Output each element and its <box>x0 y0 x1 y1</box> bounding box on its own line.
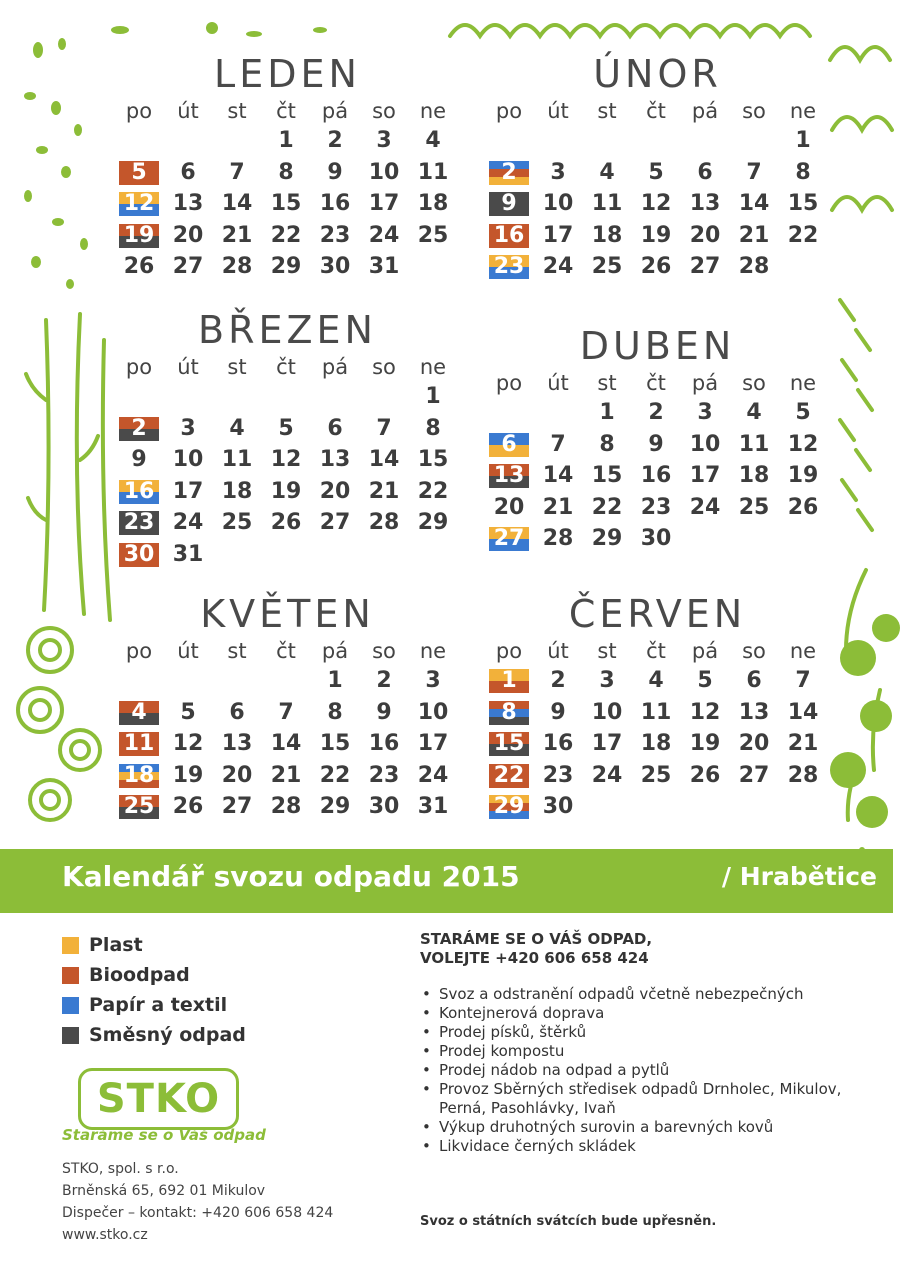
calendar-day: 30 <box>123 541 155 567</box>
calendar-day: 28 <box>542 526 574 551</box>
calendar-day: 17 <box>172 478 204 504</box>
calendar-day: 16 <box>640 463 672 488</box>
weekday-header: pá <box>321 355 349 379</box>
weekday-header: st <box>597 371 617 395</box>
calendar-day: 27 <box>689 254 721 279</box>
calendar-day: 23 <box>123 510 155 535</box>
calendar-day: 5 <box>180 699 196 725</box>
calendar-day: 18 <box>591 222 623 248</box>
legend-item-smesny <box>62 1020 246 1050</box>
weekday-header: so <box>372 99 396 123</box>
calendar-day: 23 <box>368 762 400 788</box>
weekday-header: so <box>372 355 396 379</box>
logo-slogan: Staráme se o Váš odpad <box>62 1126 266 1144</box>
calendar-day: 14 <box>368 447 400 472</box>
calendar-day: 21 <box>270 762 302 788</box>
calendar-day: 20 <box>319 478 351 504</box>
legend-label: Papír a textil <box>89 994 228 1016</box>
calendar-day: 17 <box>689 463 721 488</box>
weekday-header: po <box>495 639 523 663</box>
calendar-day: 13 <box>319 447 351 472</box>
month-name: BŘEZEN <box>198 308 377 352</box>
calendar-day: 31 <box>368 254 400 279</box>
weekday-header: út <box>177 99 199 123</box>
weekday-header: ne <box>419 639 447 663</box>
swatch-plast <box>62 937 79 954</box>
calendar-day: 19 <box>689 731 721 756</box>
swatch-smesny <box>62 1027 79 1044</box>
weekday-header: út <box>177 355 199 379</box>
weekday-header: ne <box>789 639 817 663</box>
calendar-day: 17 <box>368 191 400 216</box>
calendar-day: 1 <box>501 668 517 693</box>
calendar-day: 1 <box>278 128 294 153</box>
calendar-day: 15 <box>417 447 449 472</box>
weekday-header: čt <box>646 99 666 123</box>
weekday-header: pá <box>691 99 719 123</box>
calendar-day: 21 <box>738 222 770 248</box>
contact-line: VOLEJTE +420 606 658 424 <box>420 949 649 967</box>
calendar-day: 3 <box>180 415 196 441</box>
calendar-day: 10 <box>368 159 400 185</box>
calendar-day: 9 <box>131 447 147 472</box>
calendar-day: 25 <box>123 794 155 819</box>
calendar-day: 13 <box>689 191 721 216</box>
calendar-day: 7 <box>278 699 294 725</box>
calendar-day: 6 <box>697 159 713 185</box>
calendar-day: 13 <box>493 463 525 488</box>
calendar-day: 19 <box>123 222 155 248</box>
calendar-day: 5 <box>697 668 713 693</box>
calendar-day: 11 <box>738 431 770 457</box>
calendar-day: 6 <box>327 415 343 441</box>
calendar-day: 22 <box>493 762 525 788</box>
calendar-day: 19 <box>172 762 204 788</box>
weekday-header: čt <box>276 355 296 379</box>
weekday-header: út <box>547 99 569 123</box>
calendar-day: 2 <box>648 400 664 425</box>
calendar-day: 20 <box>689 222 721 248</box>
calendar-day: 22 <box>319 762 351 788</box>
weekday-header: čt <box>646 639 666 663</box>
calendar-day: 8 <box>599 431 615 457</box>
calendar-day: 30 <box>368 794 400 819</box>
calendar-day: 15 <box>787 191 819 216</box>
stko-logo <box>78 1068 239 1130</box>
calendar-title: Kalendář svozu odpadu 2015 <box>62 860 520 893</box>
calendar-day: 25 <box>738 494 770 520</box>
title-band <box>0 849 893 913</box>
calendar-day: 13 <box>221 731 253 756</box>
calendar-day: 21 <box>368 478 400 504</box>
calendar-day: 5 <box>795 400 811 425</box>
calendar-day: 12 <box>689 699 721 725</box>
calendar-day: 8 <box>327 699 343 725</box>
weekday-header: pá <box>321 99 349 123</box>
calendar-day: 23 <box>493 254 525 279</box>
calendar-day: 15 <box>493 731 525 756</box>
calendar-day: 10 <box>591 699 623 725</box>
month-name: ČERVEN <box>568 592 747 636</box>
calendar-day: 1 <box>599 400 615 425</box>
calendar-day: 16 <box>319 191 351 216</box>
contact-heading <box>420 930 652 968</box>
company-info <box>62 1158 333 1246</box>
weekday-header: po <box>495 371 523 395</box>
legend-item-bioodpad <box>62 960 246 990</box>
weekday-header: so <box>742 639 766 663</box>
calendar-day: 10 <box>417 699 449 725</box>
calendar-day: 15 <box>270 191 302 216</box>
legend-label: Směsný odpad <box>89 1024 246 1046</box>
calendar-day: 22 <box>417 478 449 504</box>
weekday-header: út <box>177 639 199 663</box>
calendar-day: 22 <box>270 222 302 248</box>
calendar-day: 6 <box>746 668 762 693</box>
calendar-day: 2 <box>376 668 392 693</box>
services-list <box>420 985 870 1156</box>
calendar-day: 4 <box>648 668 664 693</box>
calendar-day: 26 <box>270 510 302 535</box>
calendar-day: 12 <box>123 191 155 216</box>
calendar-day: 5 <box>278 415 294 441</box>
legend <box>62 930 246 1050</box>
calendar-day: 21 <box>787 731 819 756</box>
weekday-header: po <box>125 355 153 379</box>
calendar-day: 5 <box>648 159 664 185</box>
weekday-header: so <box>742 99 766 123</box>
calendar-day: 27 <box>172 254 204 279</box>
calendar-day: 4 <box>131 699 147 725</box>
weekday-header: po <box>125 639 153 663</box>
calendar-day: 12 <box>270 447 302 472</box>
calendar-day: 19 <box>640 222 672 248</box>
service-item: • Prodej nádob na odpad a pytlů <box>420 1061 870 1080</box>
service-item: • Kontejnerová doprava <box>420 1004 870 1023</box>
calendar-day: 11 <box>591 191 623 216</box>
weekday-header: čt <box>276 99 296 123</box>
calendar-day: 21 <box>221 222 253 248</box>
calendar-day: 24 <box>368 222 400 248</box>
calendar-day: 18 <box>417 191 449 216</box>
calendar-day: 14 <box>542 463 574 488</box>
calendar-day: 18 <box>640 731 672 756</box>
calendar-day: 14 <box>738 191 770 216</box>
service-item: • Prodej písků, štěrků <box>420 1023 870 1042</box>
calendar-day: 4 <box>746 400 762 425</box>
calendar-day: 3 <box>550 159 566 185</box>
calendar-day: 3 <box>697 400 713 425</box>
calendar-day: 11 <box>221 447 253 472</box>
month-name: ÚNOR <box>593 52 722 96</box>
weekday-header: čt <box>646 371 666 395</box>
service-item: • Svoz a odstranění odpadů včetně nebezpečných <box>420 985 870 1004</box>
calendar-day: 28 <box>270 794 302 819</box>
calendar-day: 27 <box>493 526 525 551</box>
month-leden <box>116 52 459 315</box>
calendar-day: 24 <box>172 510 204 535</box>
company-name: STKO, spol. s r.o. <box>62 1161 179 1177</box>
calendar-day: 14 <box>787 699 819 725</box>
calendar-day: 1 <box>425 384 441 409</box>
calendar-day: 16 <box>368 731 400 756</box>
month-květen <box>116 592 459 855</box>
calendar-day: 6 <box>501 431 517 457</box>
calendar-day: 24 <box>591 762 623 788</box>
calendar-day: 8 <box>795 159 811 185</box>
service-item: • Prodej kompostu <box>420 1042 870 1061</box>
calendar-day: 30 <box>542 794 574 819</box>
weekday-header: ne <box>789 371 817 395</box>
calendar-day: 29 <box>493 794 525 819</box>
calendar-day: 9 <box>501 191 517 216</box>
calendar-day: 16 <box>123 478 155 504</box>
weekday-header: po <box>125 99 153 123</box>
calendar-day: 13 <box>738 699 770 725</box>
calendar-day: 18 <box>221 478 253 504</box>
calendar-day: 19 <box>787 463 819 488</box>
legend-item-papir <box>62 990 246 1020</box>
weekday-header: st <box>597 639 617 663</box>
calendar-day: 1 <box>327 668 343 693</box>
weekday-header: pá <box>691 371 719 395</box>
weekday-header: út <box>547 371 569 395</box>
month-červen <box>486 592 829 855</box>
month-duben <box>486 324 829 587</box>
calendar-day: 8 <box>425 415 441 441</box>
calendar-day: 24 <box>689 494 721 520</box>
weekday-header: st <box>227 639 247 663</box>
calendar-day: 11 <box>640 699 672 725</box>
legend-item-plast <box>62 930 246 960</box>
calendar-day: 26 <box>689 762 721 788</box>
service-item: • Provoz Sběrných středisek odpadů Drnholec, Mikulov, Perná, Pasohlávky, Ivaň <box>420 1080 870 1118</box>
calendar-day: 28 <box>221 254 253 279</box>
calendar-day: 21 <box>542 494 574 520</box>
calendar-day: 15 <box>319 731 351 756</box>
month-březen <box>116 308 459 571</box>
calendar-day: 17 <box>542 222 574 248</box>
calendar-day: 23 <box>542 762 574 788</box>
calendar-day: 22 <box>787 222 819 248</box>
calendar-day: 10 <box>172 447 204 472</box>
contact-line: STARÁME SE O VÁŠ ODPAD, <box>420 930 653 948</box>
calendar-day: 2 <box>131 415 147 441</box>
calendar-day: 2 <box>501 159 517 185</box>
weekday-header: po <box>495 99 523 123</box>
calendar-day: 8 <box>278 159 294 185</box>
calendar-day: 14 <box>221 191 253 216</box>
weekday-header: st <box>227 99 247 123</box>
calendar-day: 4 <box>229 415 245 441</box>
calendar-day: 29 <box>591 526 623 551</box>
swatch-bioodpad <box>62 967 79 984</box>
calendar-day: 26 <box>640 254 672 279</box>
calendar-day: 6 <box>180 159 196 185</box>
weekday-header: ne <box>789 99 817 123</box>
calendar-day: 28 <box>368 510 400 535</box>
logo-text: STKO <box>96 1076 221 1122</box>
calendar-day: 8 <box>501 699 517 725</box>
calendar-day: 20 <box>493 494 525 520</box>
calendar-day: 2 <box>550 668 566 693</box>
legend-label: Plast <box>89 934 143 956</box>
calendar-day: 7 <box>795 668 811 693</box>
calendar-day: 30 <box>640 526 672 551</box>
calendar-day: 9 <box>648 431 664 457</box>
company-address: Brněnská 65, 692 01 Mikulov <box>62 1183 266 1199</box>
calendar-day: 12 <box>640 191 672 216</box>
weekday-header: so <box>742 371 766 395</box>
calendar-day: 11 <box>417 159 449 185</box>
calendar-day: 10 <box>689 431 721 457</box>
weekday-header: ne <box>419 99 447 123</box>
calendar-day: 7 <box>376 415 392 441</box>
calendar-day: 29 <box>270 254 302 279</box>
calendar-day: 9 <box>550 699 566 725</box>
calendar-day: 30 <box>319 254 351 279</box>
weekday-header: út <box>547 639 569 663</box>
calendar-day: 9 <box>327 159 343 185</box>
calendar-day: 16 <box>542 731 574 756</box>
calendar-day: 29 <box>417 510 449 535</box>
month-name: LEDEN <box>214 52 361 96</box>
calendar-day: 22 <box>591 494 623 520</box>
swatch-papir <box>62 997 79 1014</box>
calendar-day: 17 <box>591 731 623 756</box>
calendar-day: 7 <box>550 431 566 457</box>
calendar-day: 25 <box>591 254 623 279</box>
calendar-day: 10 <box>542 191 574 216</box>
service-item: • Likvidace černých skládek <box>420 1137 870 1156</box>
calendar-day: 25 <box>221 510 253 535</box>
calendar-day: 5 <box>131 159 147 185</box>
calendar-day: 26 <box>172 794 204 819</box>
calendar-day: 18 <box>738 463 770 488</box>
calendar-day: 17 <box>417 731 449 756</box>
month-name: DUBEN <box>579 324 736 368</box>
calendar-day: 7 <box>746 159 762 185</box>
calendar-day: 3 <box>425 668 441 693</box>
calendar-day: 20 <box>172 222 204 248</box>
legend-label: Bioodpad <box>89 964 190 986</box>
town-name: / Hrabětice <box>721 862 877 891</box>
calendar-day: 20 <box>738 731 770 756</box>
weekday-header: pá <box>691 639 719 663</box>
calendar-day: 6 <box>229 699 245 725</box>
weekday-header: st <box>597 99 617 123</box>
calendar-day: 25 <box>640 762 672 788</box>
weekday-header: ne <box>419 355 447 379</box>
calendar-day: 31 <box>417 794 449 819</box>
calendar-day: 7 <box>229 159 245 185</box>
holiday-note: Svoz o státních svátcích bude upřesněn. <box>420 1214 717 1229</box>
service-item: • Výkup druhotných surovin a barevných kovů <box>420 1118 870 1137</box>
calendar-day: 27 <box>319 510 351 535</box>
calendar-day: 19 <box>270 478 302 504</box>
calendar-day: 4 <box>425 128 441 153</box>
calendar-day: 4 <box>599 159 615 185</box>
calendar-day: 3 <box>376 128 392 153</box>
calendar-day: 26 <box>787 494 819 520</box>
calendar-day: 9 <box>376 699 392 725</box>
calendar-day: 27 <box>738 762 770 788</box>
calendar-day: 15 <box>591 463 623 488</box>
calendar-day: 24 <box>417 762 449 788</box>
calendar-day: 28 <box>787 762 819 788</box>
weekday-header: pá <box>321 639 349 663</box>
calendar-day: 18 <box>123 762 155 788</box>
calendar-day: 20 <box>221 762 253 788</box>
calendar-day: 25 <box>417 222 449 248</box>
calendar-day: 2 <box>327 128 343 153</box>
calendar-day: 16 <box>493 222 525 248</box>
calendar-day: 26 <box>123 254 155 279</box>
calendar-day: 29 <box>319 794 351 819</box>
company-dispatch: Dispečer – kontakt: +420 606 658 424 <box>62 1205 334 1221</box>
calendar-day: 23 <box>640 494 672 520</box>
weekday-header: so <box>372 639 396 663</box>
calendar-day: 12 <box>787 431 819 457</box>
calendar-day: 24 <box>542 254 574 279</box>
calendar-day: 3 <box>599 668 615 693</box>
calendar-day: 27 <box>221 794 253 819</box>
calendar-day: 12 <box>172 731 204 756</box>
weekday-header: st <box>227 355 247 379</box>
calendar-day: 23 <box>319 222 351 248</box>
calendar-day: 11 <box>123 731 155 756</box>
month-name: KVĚTEN <box>200 592 375 636</box>
weekday-header: čt <box>276 639 296 663</box>
calendar-day: 28 <box>738 254 770 279</box>
month-únor <box>486 52 829 315</box>
company-website: www.stko.cz <box>62 1227 148 1243</box>
calendar-day: 14 <box>270 731 302 756</box>
calendar-day: 13 <box>172 191 204 216</box>
calendar-day: 1 <box>795 128 811 153</box>
calendar-day: 31 <box>172 541 204 567</box>
